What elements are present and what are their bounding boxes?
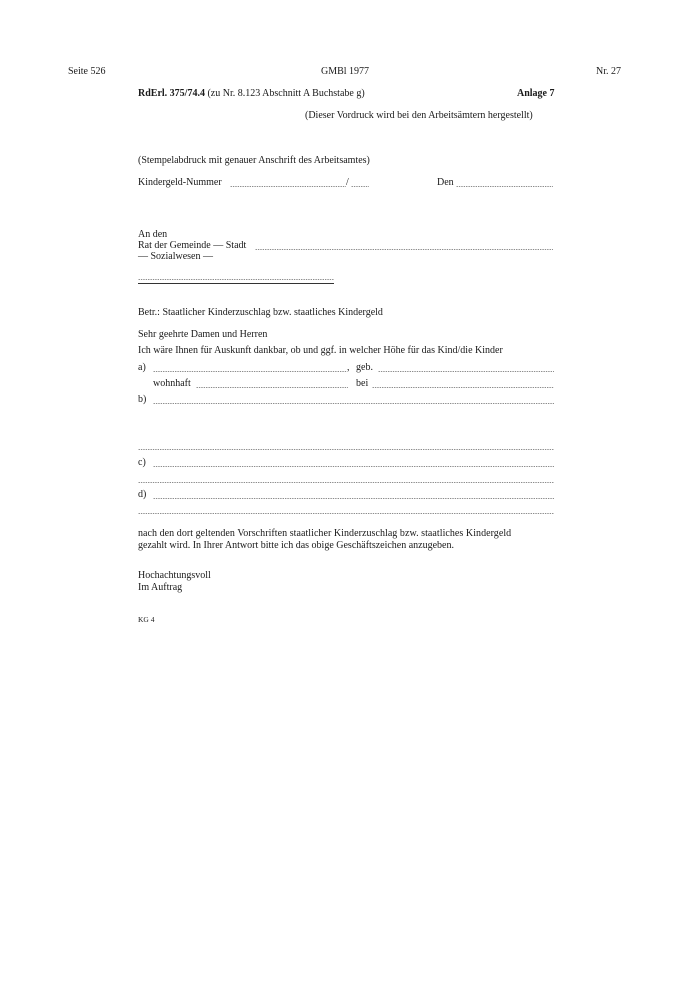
signoff-regards: Hochachtungsvoll [138,570,211,581]
reference-detail: (zu Nr. 8.123 Abschnitt A Buchstabe g) [207,88,365,99]
subject-line: Betr.: Staatlicher Kinderzuschlag bzw. staatliches Kindergeld [138,307,383,318]
item-d-continuation-field[interactable] [138,513,554,514]
journal-title: GMBl 1977 [321,66,370,77]
reference-code: RdErl. 375/74.4 [138,88,205,99]
date-label: Den [437,177,454,188]
address-underline [138,283,334,284]
closing-line-1: nach den dort geltenden Vorschriften staatlicher Kinderzuschlag bzw. staatliches Kindergeld [138,528,512,539]
item-c-label: c) [138,457,146,468]
issue-number: Nr. 27 [596,66,621,77]
item-b-label: b) [138,394,147,405]
salutation: Sehr geehrte Damen und Herren [138,329,268,340]
kindergeld-number-label: Kindergeld-Nummer [138,177,222,188]
item-c-continuation-field[interactable] [138,482,554,483]
item-a-residence-field[interactable] [196,387,348,388]
signoff-order: Im Auftrag [138,582,183,593]
production-note: (Dieser Vordruck wird bei den Arbeitsämtern hergestellt) [305,110,533,121]
item-a-care-field[interactable] [372,387,554,388]
stamp-note: (Stempelabdruck mit genauer Anschrift des Arbeitsamtes) [138,155,370,166]
address-extra-field[interactable] [138,279,334,280]
item-a-label: a) [138,362,146,373]
kindergeld-slash: / [346,177,349,188]
item-a-residence-label: wohnhaft [153,378,191,389]
item-a-birth-label: geb. [356,362,373,373]
item-b-field[interactable] [153,403,554,404]
item-a-comma: , [347,362,350,373]
date-field[interactable] [456,186,553,187]
annex-label: Anlage 7 [517,88,555,99]
page-number: Seite 526 [68,66,106,77]
kindergeld-number-field[interactable] [230,186,346,187]
item-b-continuation-field[interactable] [138,449,554,450]
reference-line [138,89,365,99]
item-d-label: d) [138,489,147,500]
closing-line-2: gezahlt wird. In Ihrer Antwort bitte ich das obige Geschäftszeichen anzugeben. [138,540,454,551]
address-department: — Sozialwesen — [138,251,213,262]
item-d-field[interactable] [153,498,554,499]
address-council-field[interactable] [255,249,553,250]
item-a-name-field[interactable] [153,371,347,372]
intro-text: Ich wäre Ihnen für Auskunft dankbar, ob und ggf. in welcher Höhe für das Kind/die Kinder [138,345,503,356]
address-an-den: An den [138,229,168,240]
item-c-field[interactable] [153,466,554,467]
form-code: KG 4 [138,615,155,624]
item-a-care-label: bei [356,378,369,389]
address-council: Rat der Gemeinde — Stadt [138,240,247,251]
item-a-birth-field[interactable] [378,371,554,372]
kindergeld-suffix-field[interactable] [351,186,369,187]
